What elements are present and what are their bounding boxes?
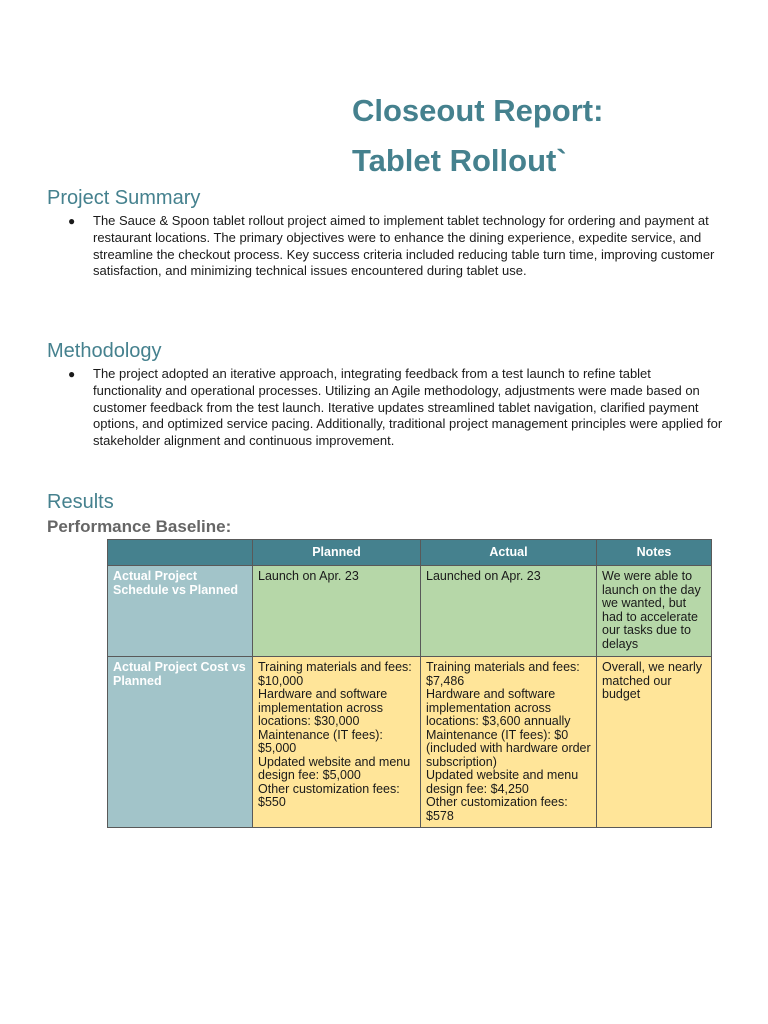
report-title-line-1: Closeout Report: (352, 93, 604, 128)
cell-line: Other customization fees: $550 (258, 781, 400, 809)
table-row (108, 657, 712, 828)
cell-line: Maintenance (IT fees): $0 (included with hardware order subscription) (426, 727, 591, 769)
planned-cell (253, 657, 421, 828)
actual-cell (421, 657, 597, 828)
bullet-icon: ● (68, 367, 76, 381)
table-header-row (108, 540, 712, 566)
performance-baseline-table (107, 539, 712, 828)
actual-cell (421, 566, 597, 657)
cell-line: Launched on Apr. 23 (426, 569, 541, 583)
cell-line: Hardware and software implementation across locations: $3,600 annually (426, 687, 571, 728)
cell-line: Training materials and fees: $10,000 (258, 660, 412, 688)
cell-line: Training materials and fees: $7,486 (426, 660, 580, 688)
planned-cell (253, 566, 421, 657)
bullet-icon: ● (68, 214, 76, 228)
cell-line: Other customization fees: $578 (426, 795, 568, 823)
cell-line: We were able to launch on the day we wanted, but had to accelerate our tasks due to delays (602, 569, 701, 651)
table-header-cell: Notes (597, 540, 712, 566)
results-heading: Results (47, 491, 114, 513)
table-header-cell (108, 540, 253, 566)
cell-line: Updated website and menu design fee: $4,250 (426, 768, 579, 796)
methodology-text: The project adopted an iterative approach, integrating feedback from a test launch to refine tablet functionality and operational processes. Utilizing an Agile methodology, adjustments were made based on customer feedback from the test launch. Iterative updates streamlined tablet navigation, clarified payment options, and optimized service pacing. Additionally, traditional project management principles were applied for stakeholder alignment and continuous improvement. (93, 366, 723, 449)
table-header-cell: Planned (253, 540, 421, 566)
cell-line: Hardware and software implementation across locations: $30,000 (258, 687, 388, 728)
notes-cell (597, 566, 712, 657)
project-summary-heading: Project Summary (47, 187, 201, 209)
methodology-bullet (68, 366, 723, 450)
report-title (352, 86, 752, 186)
report-title-line-2: Tablet Rollout` (352, 143, 567, 178)
project-summary-bullet (68, 213, 723, 280)
row-header-cell: Actual Project Cost vs Planned (108, 657, 253, 828)
cell-line: Launch on Apr. 23 (258, 569, 359, 583)
table-header-cell: Actual (421, 540, 597, 566)
table-row (108, 566, 712, 657)
notes-cell (597, 657, 712, 828)
performance-baseline-subheading: Performance Baseline: (47, 517, 232, 536)
cell-line: Maintenance (IT fees): $5,000 (258, 727, 383, 755)
methodology-heading: Methodology (47, 340, 162, 362)
row-header-cell: Actual Project Schedule vs Planned (108, 566, 253, 657)
project-summary-text: The Sauce & Spoon tablet rollout project aimed to implement tablet technology for ordering and payment at restaurant locations. The primary objectives were to enhance the dining experience, expedite service, and streamline the checkout process. Key success criteria included reducing table turn time, improving customer satisfaction, and minimizing technical issues encountered during tablet use. (93, 213, 715, 279)
cell-line: Updated website and menu design fee: $5,000 (258, 754, 411, 782)
cell-line: Overall, we nearly matched our budget (602, 660, 703, 701)
